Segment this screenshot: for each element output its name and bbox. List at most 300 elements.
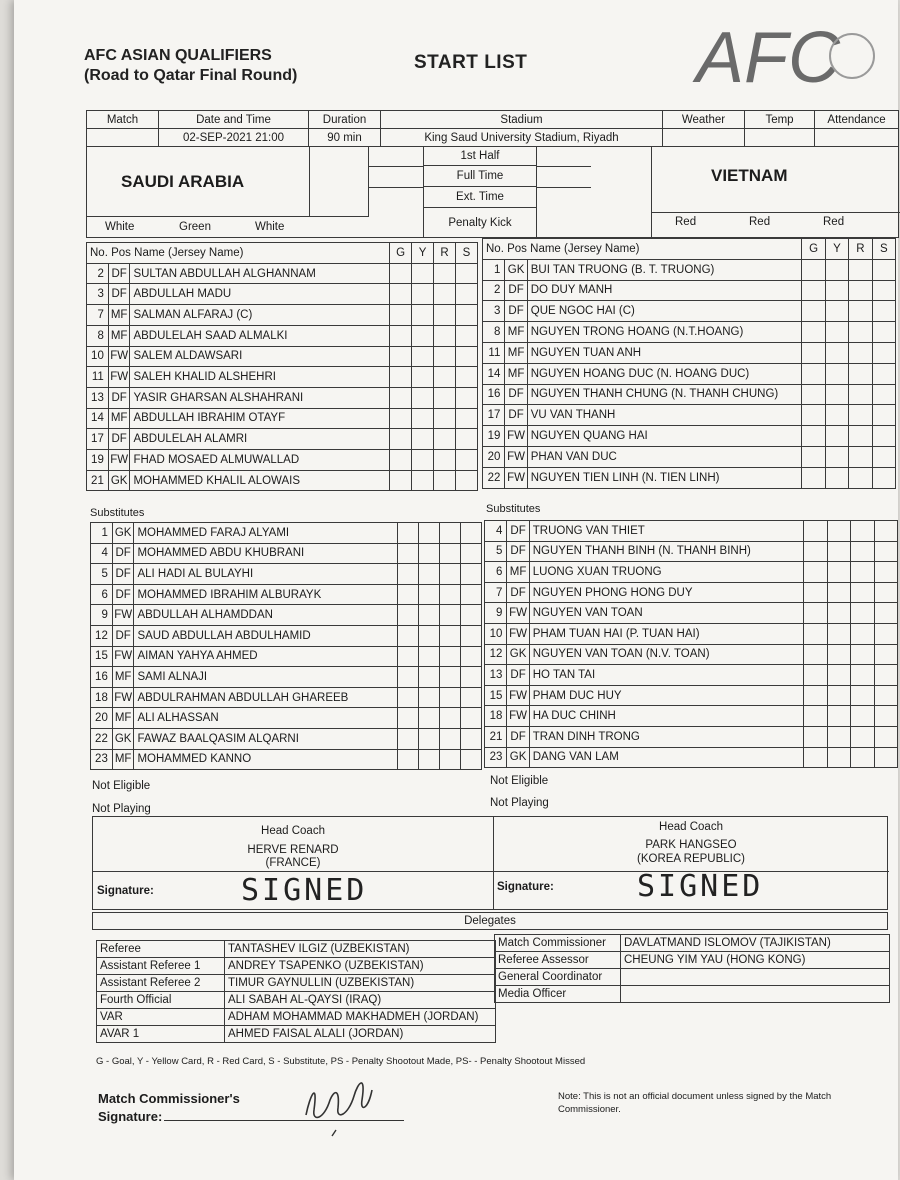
player-name: SALEM ALDAWSARI [130, 346, 390, 367]
home-signature-label: Signature: [97, 885, 154, 897]
delegate-row [495, 952, 890, 969]
table-header [483, 239, 896, 260]
red-cell [434, 429, 456, 450]
player-number: 1 [483, 259, 505, 280]
red-cell [849, 280, 872, 301]
divider [369, 166, 423, 167]
competition-round: (Road to Qatar Final Round) [84, 67, 298, 84]
player-name: BUI TAN TRUONG (B. T. TRUONG) [527, 259, 802, 280]
sub-cell [460, 646, 481, 667]
red-cell [849, 467, 872, 488]
delegate-name: ADHAM MOHAMMAD MAKHADMEH (JORDAN) [225, 1009, 496, 1026]
coaches-block [92, 816, 888, 910]
sub-cell [874, 562, 897, 583]
player-name: ABDULLAH IBRAHIM OTAYF [130, 408, 390, 429]
match-label: Match [87, 111, 159, 129]
sub-cell [456, 346, 478, 367]
player-number: 9 [91, 605, 113, 626]
sub-cell [872, 259, 895, 280]
legend-note: G - Goal, Y - Yellow Card, R - Red Card, S - Substitute, PS - Penalty Shootout Made, PS- - Penalty Shootout Missed [96, 1056, 586, 1067]
home-coach-signature: SIGNED [241, 873, 368, 908]
attendance-value [815, 129, 899, 147]
away-coach-label: Head Coach [659, 821, 723, 833]
delegates-left-table [96, 940, 496, 1043]
player-name: HO TAN TAI [529, 665, 804, 686]
player-position: GK [112, 728, 134, 749]
yellow-cell [827, 726, 850, 747]
yellow-cell [418, 625, 439, 646]
player-position: FW [505, 467, 527, 488]
player-position: DF [507, 541, 529, 562]
sub-cell [460, 605, 481, 626]
delegate-role: Assistant Referee 2 [97, 975, 225, 992]
player-position: FW [505, 426, 527, 447]
player-name: NGUYEN TRONG HOANG (N.T.HOANG) [527, 322, 802, 343]
sub-cell [460, 543, 481, 564]
red-cell [849, 426, 872, 447]
yellow-cell [825, 405, 848, 426]
goal-cell [397, 667, 418, 688]
player-name: ABDULLAH MADU [130, 284, 390, 305]
yellow-cell [825, 384, 848, 405]
player-row [87, 470, 478, 491]
player-number: 10 [87, 346, 109, 367]
yellow-cell [418, 523, 439, 544]
player-row [91, 584, 482, 605]
goal-cell [390, 305, 412, 326]
sub-cell [460, 749, 481, 770]
player-name: NGUYEN HOANG DUC (N. HOANG DUC) [527, 363, 802, 384]
player-number: 7 [87, 305, 109, 326]
player-name: NGUYEN QUANG HAI [527, 426, 802, 447]
player-name: LUONG XUAN TRUONG [529, 562, 804, 583]
player-row [91, 564, 482, 585]
player-position: GK [507, 747, 529, 768]
player-row [87, 305, 478, 326]
goal-cell [804, 685, 827, 706]
col-no: No. [486, 242, 504, 255]
player-number: 17 [87, 429, 109, 450]
sub-cell [456, 284, 478, 305]
player-name: SAMI ALNAJI [134, 667, 398, 688]
player-name: PHAM TUAN HAI (P. TUAN HAI) [529, 623, 804, 644]
player-name: PHAN VAN DUC [527, 446, 802, 467]
goal-cell [802, 342, 825, 363]
yellow-cell [418, 667, 439, 688]
goal-cell [397, 523, 418, 544]
delegate-role: Match Commissioner [495, 935, 621, 952]
yellow-cell [418, 584, 439, 605]
player-name: NGUYEN VAN TOAN [529, 603, 804, 624]
red-cell [851, 582, 874, 603]
yellow-cell [827, 562, 850, 583]
sub-cell [874, 665, 897, 686]
player-name: YASIR GHARSAN ALSHAHRANI [130, 387, 390, 408]
player-position: DF [505, 405, 527, 426]
player-number: 23 [91, 749, 113, 770]
goal-cell [802, 280, 825, 301]
player-position: FW [507, 623, 529, 644]
goal-cell [802, 259, 825, 280]
delegate-role: Fourth Official [97, 992, 225, 1009]
player-position: FW [112, 605, 134, 626]
player-name: DANG VAN LAM [529, 747, 804, 768]
away-lineup-table [482, 238, 896, 489]
divider [537, 166, 591, 167]
red-cell [434, 325, 456, 346]
player-position: DF [112, 564, 134, 585]
col-name: Name (Jersey Name) [134, 246, 244, 259]
player-number: 13 [485, 665, 507, 686]
sub-cell [874, 603, 897, 624]
sub-cell [872, 467, 895, 488]
player-row [91, 687, 482, 708]
sub-cell [872, 426, 895, 447]
sub-cell [460, 625, 481, 646]
yellow-cell [827, 665, 850, 686]
sub-cell [460, 708, 481, 729]
player-name: TRAN DINH TRONG [529, 726, 804, 747]
yellow-cell [412, 367, 434, 388]
goal-cell [804, 726, 827, 747]
sub-cell [456, 429, 478, 450]
yellow-cell [418, 543, 439, 564]
player-row [483, 405, 896, 426]
player-name: HA DUC CHINH [529, 706, 804, 727]
player-position: MF [507, 562, 529, 583]
match-info-table [86, 110, 899, 147]
col-pos: Pos [111, 246, 131, 259]
yellow-cell [825, 467, 848, 488]
red-cell [434, 346, 456, 367]
col-yellow: Y [412, 243, 434, 264]
yellow-cell [827, 582, 850, 603]
goal-cell [390, 387, 412, 408]
divider [537, 187, 591, 188]
away-not-playing: Not Playing [490, 797, 549, 809]
start-list-sheet [14, 0, 898, 1180]
red-cell [439, 584, 460, 605]
penalty-label: Penalty Kick [423, 208, 537, 238]
yellow-cell [418, 564, 439, 585]
player-position: DF [112, 543, 134, 564]
sub-cell [874, 521, 897, 542]
red-cell [439, 728, 460, 749]
player-name: ABDULLAH ALHAMDDAN [134, 605, 398, 626]
player-name: ABDULRAHMAN ABDULLAH GHAREEB [134, 687, 398, 708]
player-row [87, 263, 478, 284]
goal-cell [397, 564, 418, 585]
red-cell [851, 603, 874, 624]
player-position: GK [507, 644, 529, 665]
player-row [483, 426, 896, 447]
away-coach-country: (KOREA REPUBLIC) [637, 853, 745, 865]
player-number: 6 [485, 562, 507, 583]
player-row [91, 749, 482, 770]
goal-cell [397, 543, 418, 564]
goal-cell [390, 408, 412, 429]
player-number: 1 [91, 523, 113, 544]
divider [651, 146, 652, 238]
goal-cell [390, 470, 412, 491]
home-coach-country: (FRANCE) [265, 857, 321, 869]
player-row [87, 387, 478, 408]
yellow-cell [412, 305, 434, 326]
duration-label: Duration [309, 111, 381, 129]
player-position: FW [507, 603, 529, 624]
red-cell [434, 449, 456, 470]
delegate-row [495, 986, 890, 1003]
player-row [483, 259, 896, 280]
yellow-cell [418, 605, 439, 626]
sub-cell [872, 322, 895, 343]
player-number: 12 [91, 625, 113, 646]
goal-cell [804, 623, 827, 644]
goal-cell [804, 747, 827, 768]
red-cell [439, 646, 460, 667]
player-number: 18 [485, 706, 507, 727]
player-position: GK [112, 523, 134, 544]
player-number: 6 [91, 584, 113, 605]
goal-cell [397, 749, 418, 770]
goal-cell [802, 322, 825, 343]
score-block [86, 146, 899, 238]
yellow-cell [825, 322, 848, 343]
delegate-row [97, 992, 496, 1009]
red-cell [434, 367, 456, 388]
yellow-cell [825, 363, 848, 384]
away-coach-name: PARK HANGSEO [645, 839, 737, 851]
player-number: 5 [91, 564, 113, 585]
stadium-value: King Saud University Stadium, Riyadh [381, 129, 663, 147]
goal-cell [804, 521, 827, 542]
player-name: NGUYEN TUAN ANH [527, 342, 802, 363]
player-row [483, 446, 896, 467]
col-goal: G [802, 239, 825, 260]
player-row [87, 367, 478, 388]
sub-cell [872, 280, 895, 301]
player-position: DF [112, 625, 134, 646]
red-cell [849, 301, 872, 322]
player-number: 23 [485, 747, 507, 768]
home-kit-shirt: White [105, 221, 135, 233]
sub-cell [456, 387, 478, 408]
player-number: 12 [485, 644, 507, 665]
weather-value [663, 129, 745, 147]
sub-cell [460, 584, 481, 605]
player-row [483, 467, 896, 488]
yellow-cell [825, 446, 848, 467]
player-name: SULTAN ABDULLAH ALGHANNAM [130, 263, 390, 284]
delegate-role: Referee [97, 941, 225, 958]
red-cell [439, 605, 460, 626]
goal-cell [804, 562, 827, 583]
col-pos: Pos [507, 242, 527, 255]
player-number: 8 [483, 322, 505, 343]
delegate-name: DAVLATMAND ISLOMOV (TAJIKISTAN) [621, 935, 890, 952]
player-position: GK [108, 470, 130, 491]
player-position: FW [507, 685, 529, 706]
goal-cell [802, 301, 825, 322]
goal-cell [802, 426, 825, 447]
yellow-cell [827, 644, 850, 665]
sub-cell [874, 726, 897, 747]
yellow-cell [418, 646, 439, 667]
delegate-role: General Coordinator [495, 969, 621, 986]
player-name: ALI HADI AL BULAYHI [134, 564, 398, 585]
goal-cell [804, 541, 827, 562]
sub-cell [456, 325, 478, 346]
sub-cell [874, 685, 897, 706]
red-cell [439, 564, 460, 585]
player-position: DF [505, 384, 527, 405]
goal-cell [802, 467, 825, 488]
player-position: MF [112, 749, 134, 770]
red-cell [849, 322, 872, 343]
player-name: SALMAN ALFARAJ (C) [130, 305, 390, 326]
player-position: FW [505, 446, 527, 467]
competition-name: AFC ASIAN QUALIFIERS [84, 47, 272, 64]
red-cell [434, 305, 456, 326]
away-signature-label: Signature: [497, 881, 554, 893]
sub-cell [460, 667, 481, 688]
player-name: TRUONG VAN THIET [529, 521, 804, 542]
commissioner-label-line1: Match Commissioner's [98, 1091, 240, 1106]
player-number: 8 [87, 325, 109, 346]
player-row [485, 706, 898, 727]
goal-cell [397, 687, 418, 708]
weather-label: Weather [663, 111, 745, 129]
sub-cell [456, 449, 478, 470]
player-row [91, 543, 482, 564]
goal-cell [390, 449, 412, 470]
sub-cell [874, 706, 897, 727]
away-kit-shorts: Red [749, 216, 771, 228]
red-cell [851, 706, 874, 727]
home-coach-label: Head Coach [261, 825, 325, 837]
player-number: 4 [485, 521, 507, 542]
goal-cell [390, 263, 412, 284]
red-cell [434, 387, 456, 408]
home-lineup-table [86, 242, 478, 491]
col-yellow: Y [825, 239, 848, 260]
yellow-cell [827, 603, 850, 624]
sub-cell [872, 301, 895, 322]
player-position: MF [505, 342, 527, 363]
player-name: ABDULELAH ALAMRI [130, 429, 390, 450]
player-number: 14 [87, 408, 109, 429]
player-name: SAUD ABDULLAH ABDULHAMID [134, 625, 398, 646]
player-number: 19 [87, 449, 109, 470]
sub-cell [872, 446, 895, 467]
date-time-value: 02-SEP-2021 21:00 [159, 129, 309, 147]
player-position: MF [108, 325, 130, 346]
player-position: MF [112, 708, 134, 729]
col-sub: S [456, 243, 478, 264]
delegate-row [97, 941, 496, 958]
player-row [87, 408, 478, 429]
player-position: DF [507, 582, 529, 603]
player-row [485, 726, 898, 747]
player-number: 18 [91, 687, 113, 708]
goal-cell [397, 584, 418, 605]
sub-cell [456, 367, 478, 388]
player-row [485, 541, 898, 562]
away-subs-table [484, 520, 898, 768]
player-number: 2 [483, 280, 505, 301]
divider [369, 187, 423, 188]
player-number: 16 [91, 667, 113, 688]
delegate-name: TANTASHEV ILGIZ (UZBEKISTAN) [225, 941, 496, 958]
yellow-cell [827, 685, 850, 706]
yellow-cell [412, 429, 434, 450]
player-row [91, 728, 482, 749]
home-team-name: SAUDI ARABIA [121, 172, 245, 191]
player-row [91, 523, 482, 544]
player-name: NGUYEN TIEN LINH (N. TIEN LINH) [527, 467, 802, 488]
commissioner-label-sig: Signature: [98, 1109, 163, 1124]
red-cell [851, 685, 874, 706]
match-value [87, 129, 159, 147]
sub-cell [456, 470, 478, 491]
away-substitutes-label: Substitutes [486, 503, 541, 515]
col-red: R [849, 239, 872, 260]
player-name: ABDULELAH SAAD ALMALKI [130, 325, 390, 346]
sub-cell [874, 747, 897, 768]
home-kit-shorts: Green [179, 221, 211, 233]
red-cell [434, 284, 456, 305]
commissioner-handwritten-signature [296, 1060, 386, 1140]
player-position: FW [507, 706, 529, 727]
col-red: R [434, 243, 456, 264]
goal-cell [397, 625, 418, 646]
player-position: FW [108, 449, 130, 470]
home-substitutes-label: Substitutes [90, 507, 145, 519]
red-cell [851, 623, 874, 644]
player-row [485, 747, 898, 768]
player-name: MOHAMMED IBRAHIM ALBURAYK [134, 584, 398, 605]
player-number: 3 [483, 301, 505, 322]
yellow-cell [412, 284, 434, 305]
red-cell [439, 543, 460, 564]
red-cell [849, 342, 872, 363]
player-number: 11 [483, 342, 505, 363]
player-number: 10 [485, 623, 507, 644]
goal-cell [804, 644, 827, 665]
delegate-role: Referee Assessor [495, 952, 621, 969]
player-number: 9 [485, 603, 507, 624]
delegate-name: ANDREY TSAPENKO (UZBEKISTAN) [225, 958, 496, 975]
delegate-role: Assistant Referee 1 [97, 958, 225, 975]
player-row [485, 603, 898, 624]
player-name: FHAD MOSAED ALMUWALLAD [130, 449, 390, 470]
competition-title [84, 46, 297, 86]
temp-label: Temp [745, 111, 815, 129]
red-cell [434, 408, 456, 429]
away-kit-socks: Red [823, 216, 845, 228]
player-row [91, 605, 482, 626]
player-position: DF [108, 429, 130, 450]
player-name: DO DUY MANH [527, 280, 802, 301]
player-number: 14 [483, 363, 505, 384]
table-header [87, 243, 478, 264]
player-number: 4 [91, 543, 113, 564]
player-row [485, 582, 898, 603]
goal-cell [804, 706, 827, 727]
red-cell [851, 747, 874, 768]
player-row [91, 625, 482, 646]
player-row [483, 280, 896, 301]
